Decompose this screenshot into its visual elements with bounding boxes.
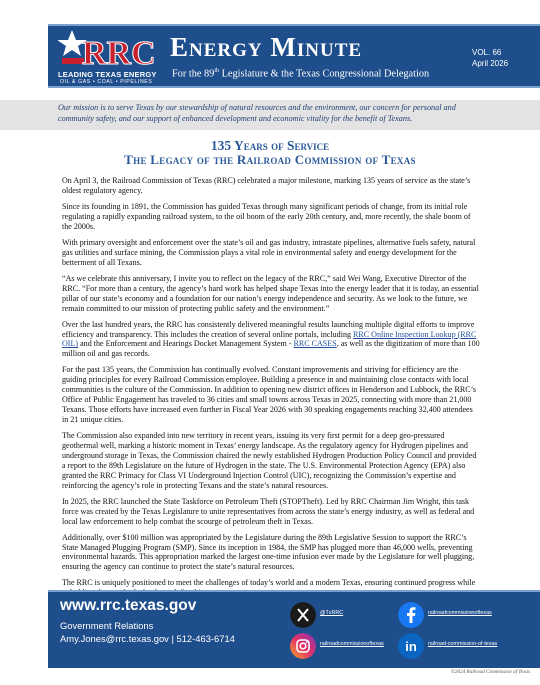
- instagram-handle[interactable]: railroadcommissionoftexas: [320, 641, 384, 647]
- facebook-icon[interactable]: [398, 602, 424, 628]
- paragraph: Since its founding in 1891, the Commission has guided Texas through many significant periods of change, from its initial role regulating a rapidly expanding railroad system, to the oil boom of the early 20th century, and, more recently, the shale boom of the 2000s.: [62, 202, 471, 231]
- x-icon[interactable]: [290, 602, 316, 628]
- article-subheadline: The Legacy of the Railroad Commission of Texas: [124, 152, 416, 167]
- paragraph: For the past 135 years, the Commission has continually evolved. Constant improvements and striving for efficiency are the guiding principles for every Railroad Commission employee. Building a presence in and maintaining close contacts with local communities is the culture of the Commission. In addition to opening new district offices in Henderson and Lubbock, the RRC’s Office of Public Engagement has traveled to 36 cities and small towns across Texas in 2025, connecting with more than 21,000 Texans. Those efforts have increased even further in Fiscal Year 2026 with 30 speaking engagements reaching 32,400 attendees in 21 unique cities.: [62, 365, 476, 424]
- facebook-handle[interactable]: railroadcommissionoftexas: [428, 610, 492, 616]
- mission-statement: [0, 100, 540, 130]
- linkedin-handle[interactable]: railroad-commission-of-texas: [428, 641, 498, 647]
- issue-date: April 2026: [472, 59, 509, 68]
- svg-text:in: in: [405, 639, 417, 654]
- article-headline: 135 Years of Service: [210, 138, 330, 153]
- paragraph: Additionally, over $100 million was appropriated by the Legislature during the 89th Legislative Session to support the RRC’s State Managed Plugging Program (SMP). Since its inception in 1984, the SMP has plugged more than 46,000 wells, preventing environmental hazards. This appropriation marked the largest one-time infusion ever made by the Legislature for well plugging, ensuring the agency can continue to protect the state’s natural resources.: [62, 532, 475, 572]
- paragraph: With primary oversight and enforcement over the state’s oil and gas industry, intrastate pipelines, alternative fuels safety, natural gas utilities and surface mining, the Commission plays a vital role in environmental safety and energy development for the betterment of all Texans.: [62, 237, 476, 267]
- x-handle[interactable]: @TxRRC: [320, 610, 344, 616]
- logo-wordmark: RRC: [82, 35, 156, 72]
- paragraph: The RRC is uniquely positioned to meet the challenges of today’s world and a modern Texas, ensuring continued progress while: [62, 578, 476, 588]
- volume-info: [472, 47, 508, 69]
- rrc-oil-link[interactable]: RRC Online Inspection Lookup (RRC OIL): [62, 329, 477, 349]
- copyright: ©2024 Railroad Commission of Texas: [450, 669, 530, 675]
- mission-text: Our mission is to serve Texas by our stewardship of natural resources and the environment, our concern for personal and community safety, and our support of enhanced development and economic vitality for the benefit of Texans.: [58, 103, 456, 123]
- logo-tagline: LEADING TEXAS ENERGY: [58, 70, 157, 79]
- paragraph: Over the last hundred years, the RRC has consistently delivered meaningful results launching multiple digital efforts to improve efficiency and transparency. This includes the creation of several online portals, including RRC Online Inspection Lookup (RRC OIL) and the Enforcement and Hearings Docket Management System - RRC CASES, as well as the digitization of more than 100 million oil and gas records.: [62, 319, 480, 359]
- paragraph: In 2025, the RRC launched the State Taskforce on Petroleum Theft (STOPTheft). Led by RRC Chairman Jim Wright, this task force was created by the Texas Legislature to unite representatives from across the state’s energy industry, as well as federal and local law enforcement to help combat the scourge of petroleum theft in Texas.: [62, 496, 475, 526]
- contact-info[interactable]: Amy.Jones@rrc.texas.gov | 512-463-6714: [60, 633, 235, 644]
- rrc-cases-link[interactable]: RRC CASES: [293, 339, 337, 349]
- paragraph: The Commission also expanded into new territory in recent years, issuing its very first permit for a deep geo-pressured geothermal well, marking a historic moment in Texas’ energy landscape. As the regulatory agency for Hydrogen pipelines and underground storage in Texas, the Commission chaired the newly established Hydrogen Production Policy Council and provided a report to the 89th Legislature on the future of Hydrogen in the state. The U.S. Environmental Protection Agency (EPA) also granted the RRC Primacy for Class VI Underground Injection Control (UIC), recognizing the Commission’s expertise and reinforcing the agency’s role in protecting Texans and the state’s natural resources.: [62, 431, 477, 490]
- newsletter-title: Energy Minute: [170, 32, 363, 62]
- volume-number: VOL. 66: [472, 48, 502, 57]
- newsletter-subtitle: For the 89th Legislature & the Texas Congressional Delegation: [172, 68, 430, 80]
- paragraph: “As we celebrate this anniversary, I invite you to reflect on the legacy of the RRC,” said Wei Wang, Executive Director of the RRC. “For more than a century, the agency’s hard work has helped shape Texas into the energy leader that it is today, an essential pillar of our state’s economy and a foundation for our nation’s energy independence and security. As we look to the future, we remain committed to our mission of protecting public safety and the environment.”: [62, 273, 479, 313]
- linkedin-icon[interactable]: [398, 633, 424, 659]
- department-name: Government Relations: [60, 620, 154, 631]
- website-link[interactable]: www.rrc.texas.gov: [60, 597, 197, 614]
- article-body: [62, 176, 480, 604]
- paragraph: On April 3, the Railroad Commission of Texas (RRC) celebrated a major milestone, marking 135 years of service as the state’s oldest regulatory agency.: [62, 176, 471, 195]
- logo-subtagline: OIL & GAS • COAL • PIPELINES: [60, 79, 153, 85]
- instagram-icon[interactable]: [290, 633, 316, 659]
